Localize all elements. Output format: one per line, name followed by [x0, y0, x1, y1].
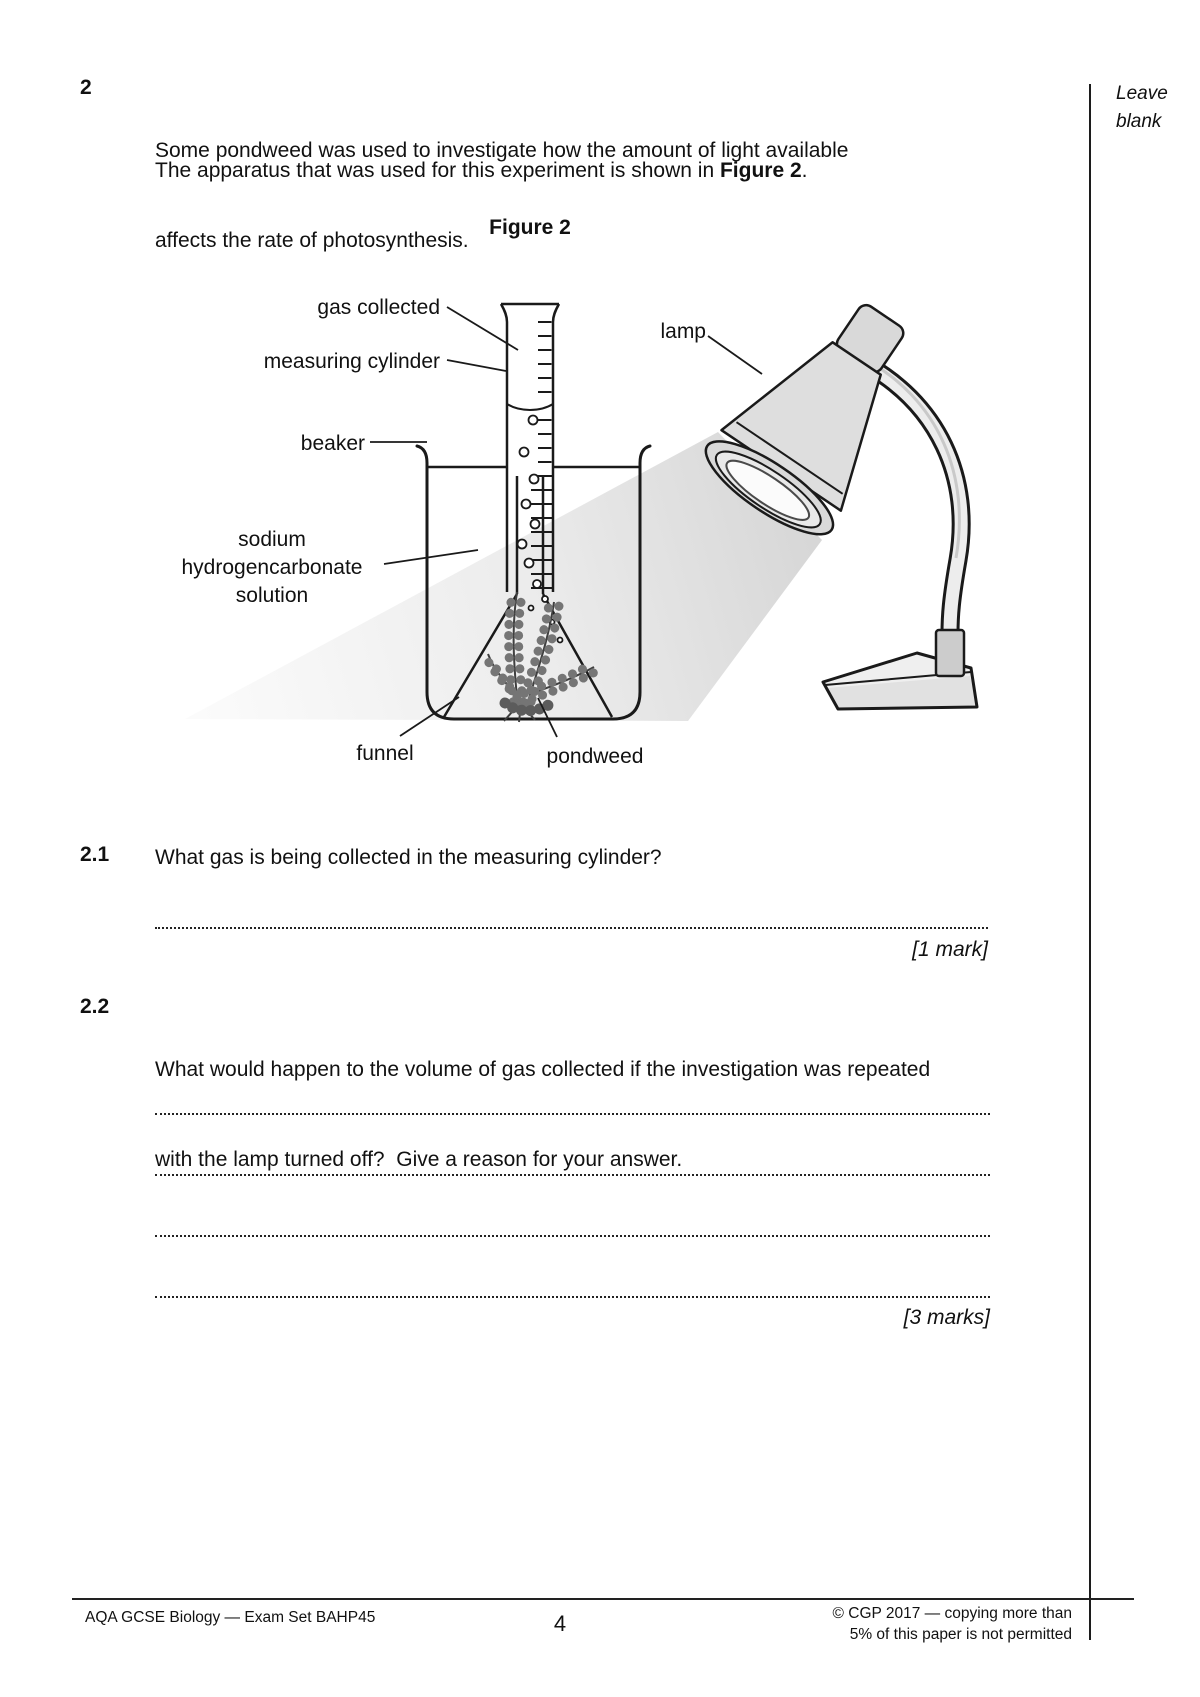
question-2-2-line: What would happen to the volume of gas collected if the investigation was repeated	[155, 1058, 931, 1081]
label-lamp: lamp	[660, 320, 706, 343]
figure-reference: Figure 2	[719, 159, 802, 182]
footer-copyright	[670, 1603, 1072, 1645]
question-number: 2	[80, 76, 92, 99]
question-2-2-line: with the lamp turned off? Give a reason for your answer.	[155, 1148, 683, 1171]
page-number: 4	[553, 1611, 567, 1636]
label-shc-line: sodium	[238, 528, 306, 551]
label-pondweed: pondweed	[546, 745, 644, 768]
footer-exam-set: AQA GCSE Biology — Exam Set BAHP45	[85, 1609, 376, 1626]
footer-copyright-line: 5% of this paper is not permitted	[849, 1626, 1072, 1643]
footer-copyright-line: © CGP 2017 — copying more than	[832, 1605, 1072, 1622]
figure-2-diagram	[150, 268, 1090, 780]
intro-line: affects the rate of photosynthesis.	[155, 229, 469, 252]
question-2-2-marks: [3 marks]	[903, 1306, 990, 1329]
apparatus-sentence	[155, 156, 1035, 186]
leave-blank-note	[1116, 80, 1196, 136]
intro-line: Some pondweed was used to investigate how the amount of light available	[155, 139, 849, 162]
figure-caption: Figure 2	[489, 216, 571, 239]
answer-line[interactable]	[155, 1226, 990, 1237]
label-shc-line: solution	[235, 584, 309, 607]
question-2-1-number: 2.1	[80, 843, 110, 866]
question-2-2-number: 2.2	[80, 995, 110, 1018]
answer-line[interactable]	[155, 918, 988, 929]
footer-rule	[72, 1598, 1134, 1600]
label-funnel: funnel	[356, 742, 414, 765]
gas-liquid-meniscus	[507, 404, 553, 410]
apparatus-sentence-prefix: The apparatus that was used for this experiment is shown in	[155, 159, 720, 182]
label-beaker: beaker	[300, 432, 365, 455]
label-measuring-cylinder: measuring cylinder	[263, 350, 440, 373]
apparatus-sentence-suffix: .	[801, 159, 808, 182]
label-shc-line: hydrogencarbonate	[181, 556, 363, 579]
answer-line[interactable]	[155, 1165, 990, 1176]
lamp-arm	[858, 357, 964, 676]
answer-line[interactable]	[155, 1287, 990, 1298]
label-gas-collected: gas collected	[317, 296, 440, 319]
question-2-2-text	[155, 995, 1015, 1235]
leave-blank-line: blank	[1116, 111, 1162, 132]
leave-blank-line: Leave	[1116, 83, 1168, 104]
question-2-1-marks: [1 mark]	[912, 938, 988, 961]
question-2-1-text: What gas is being collected in the measuring cylinder?	[155, 846, 662, 869]
answer-line[interactable]	[155, 1104, 990, 1115]
